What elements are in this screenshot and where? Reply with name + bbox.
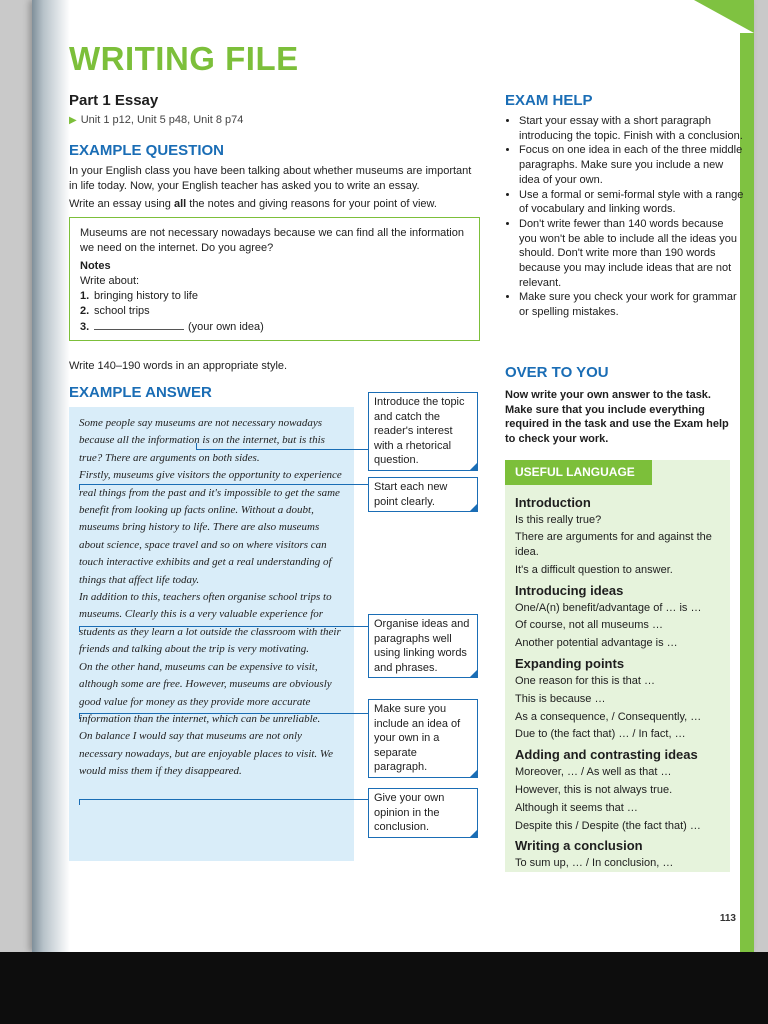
write-about-label: Write about: (80, 275, 140, 287)
useful-line: One/A(n) benefit/advantage of … is … (515, 601, 702, 614)
blank-line (94, 319, 184, 330)
useful-line: It's a difficult question to answer. (515, 563, 673, 576)
useful-line: Of course, not all museums … (515, 619, 663, 632)
scan-bottom-edge (0, 952, 768, 1024)
page-title: WRITING FILE (69, 40, 299, 77)
answer-paragraph: Some people say museums are not necessary nowadays because all the information is on the internet, but is this true? There are arguments on both sides. (79, 417, 325, 464)
play-triangle-icon: ▶ (69, 115, 77, 126)
useful-line: However, this is not always true. (515, 783, 673, 796)
callout-introduce-topic: Introduce the topic and catch the reader's interest with a rhetorical question. (368, 392, 478, 471)
question-text: Museums are not necessary nowadays because we can find all the information we need on the internet. Do you agree? (80, 227, 464, 254)
callout-organise-ideas: Organise ideas and paragraphs well using linking words and phrases. (368, 614, 478, 678)
over-to-you-heading: OVER TO YOU (505, 364, 609, 381)
useful-line: Is this really true? (515, 514, 602, 526)
emphasis-all: all (173, 198, 187, 210)
callout-connector-tick (79, 713, 80, 719)
answer-paragraph: On the other hand, museums can be expensive to visit, although some are free. However, museums are obviously good value for money as they provide more accurate information than the internet, which can be unreliable. (79, 660, 332, 725)
useful-section-title: Writing a conclusion (515, 838, 643, 854)
callout-connector (79, 626, 368, 627)
callout-connector-tick (196, 443, 197, 449)
useful-line: This is because … (515, 692, 606, 705)
exam-help-item: • Don't write fewer than 140 words because you won't be able to include all the ideas you should. Don't write more than 190 words because you may include ideas that are not relevant. (519, 217, 744, 291)
part-heading: Part 1 Essay (69, 92, 159, 109)
question-box (69, 217, 480, 341)
green-corner-tab (694, 0, 754, 33)
word-count-instruction: Write 140–190 words in an appropriate style. (69, 360, 288, 372)
useful-line: To sum up, … / In conclusion, … (515, 857, 674, 870)
callout-start-point: Start each new point clearly. (368, 477, 478, 512)
notes-item (80, 304, 469, 319)
useful-line: Despite this / Despite (the fact that) … (515, 819, 701, 832)
unit-references: ▶ Unit 1 p12, Unit 5 p48, Unit 8 p74 (69, 114, 244, 126)
useful-line: Although it seems that … (515, 801, 638, 814)
useful-section-title: Introduction (515, 495, 591, 510)
over-to-you-text: Now write your own answer to the task. Make sure that you include everything required in the task and use the Exam help to check your work. (505, 389, 729, 446)
callout-connector-tick (79, 484, 80, 490)
callout-connector (196, 449, 368, 450)
notes-item (80, 319, 469, 335)
callout-own-idea: Make sure you include an idea of your own in a separate paragraph. (368, 699, 478, 778)
useful-section-title: Expanding points (515, 655, 625, 671)
instruction-text: Write an essay using all the notes and giving reasons for your point of view. (69, 198, 437, 210)
exam-help-item: • Start your essay with a short paragraph introducing the topic. Finish with a conclusion. (519, 114, 744, 143)
callout-own-opinion: Give your own opinion in the conclusion. (368, 788, 478, 838)
notes-item-number: 2. (80, 305, 90, 317)
page-binding-shadow (32, 0, 70, 952)
useful-language-panel (505, 460, 730, 872)
callout-connector-tick (79, 626, 80, 632)
page-number: 113 (719, 913, 736, 924)
useful-language-heading: USEFUL LANGUAGE (505, 460, 652, 485)
useful-line: Moreover, … / As well as that … (515, 766, 672, 779)
example-answer-heading: EXAMPLE ANSWER (69, 384, 212, 401)
example-answer-box (69, 407, 354, 861)
exam-help-heading: EXAM HELP (505, 92, 593, 109)
notes-label: Notes (80, 260, 111, 272)
notes-item-number: 1. (80, 290, 90, 302)
useful-line: As a consequence, / Consequently, … (515, 710, 702, 723)
exam-help-item: • Focus on one idea in each of the three middle paragraphs. Make sure you include a new idea of your own. (519, 143, 744, 187)
notes-item-number: 3. (80, 321, 90, 333)
useful-line: Another potential advantage is … (515, 637, 678, 650)
notes-item (80, 289, 469, 304)
example-question-intro: In your English class you have been talking about whether museums are important in life today. Now, your English teacher has asked you to write an essay. (69, 165, 472, 192)
useful-language-body (515, 492, 725, 873)
exam-help-item: • Make sure you check your work for grammar or spelling mistakes. (519, 290, 744, 319)
useful-line: There are arguments for and against the idea. (515, 530, 712, 558)
callout-connector (79, 799, 368, 800)
useful-section-title: Adding and contrasting ideas (515, 747, 698, 763)
notes-item-text: school trips (94, 305, 150, 317)
notes-item-text: bringing history to life (94, 290, 198, 302)
example-question-heading: EXAMPLE QUESTION (69, 142, 225, 159)
answer-paragraph: In addition to this, teachers often organise school trips to museums. Clearly this is a very valuable experience for students as they learn a lot outside the classroom with their friends and talking about the trip is very motivating. (79, 591, 341, 656)
notes-item-text: (your own idea) (188, 321, 264, 333)
callout-connector-tick (79, 799, 80, 805)
exam-help-list (505, 114, 744, 320)
useful-section-title: Introducing ideas (515, 582, 624, 598)
callout-connector (79, 713, 368, 714)
callout-connector (79, 484, 368, 485)
notes-list (80, 289, 469, 335)
useful-line: Due to (the fact that) … / In fact, … (515, 728, 686, 741)
useful-line: One reason for this is that … (515, 674, 656, 687)
answer-paragraph: Firstly, museums give visitors the opportunity to experience real things from the past and it's impossible to get the same benefit from looking up facts online. Without a doubt, museums bring history to life. There are also museums about science, space travel and so on where visitors can touch interactive exhibits and get a real understanding of things that affect life today. (79, 469, 342, 586)
answer-paragraph: On balance I would say that museums are not only necessary nowadays, but are enjoyable places to visit. We would miss them if they disappeared. (79, 730, 333, 778)
example-question-instruction (69, 197, 481, 212)
exam-help-item: • Use a formal or semi-formal style with a range of vocabulary and linking words. (519, 188, 744, 217)
